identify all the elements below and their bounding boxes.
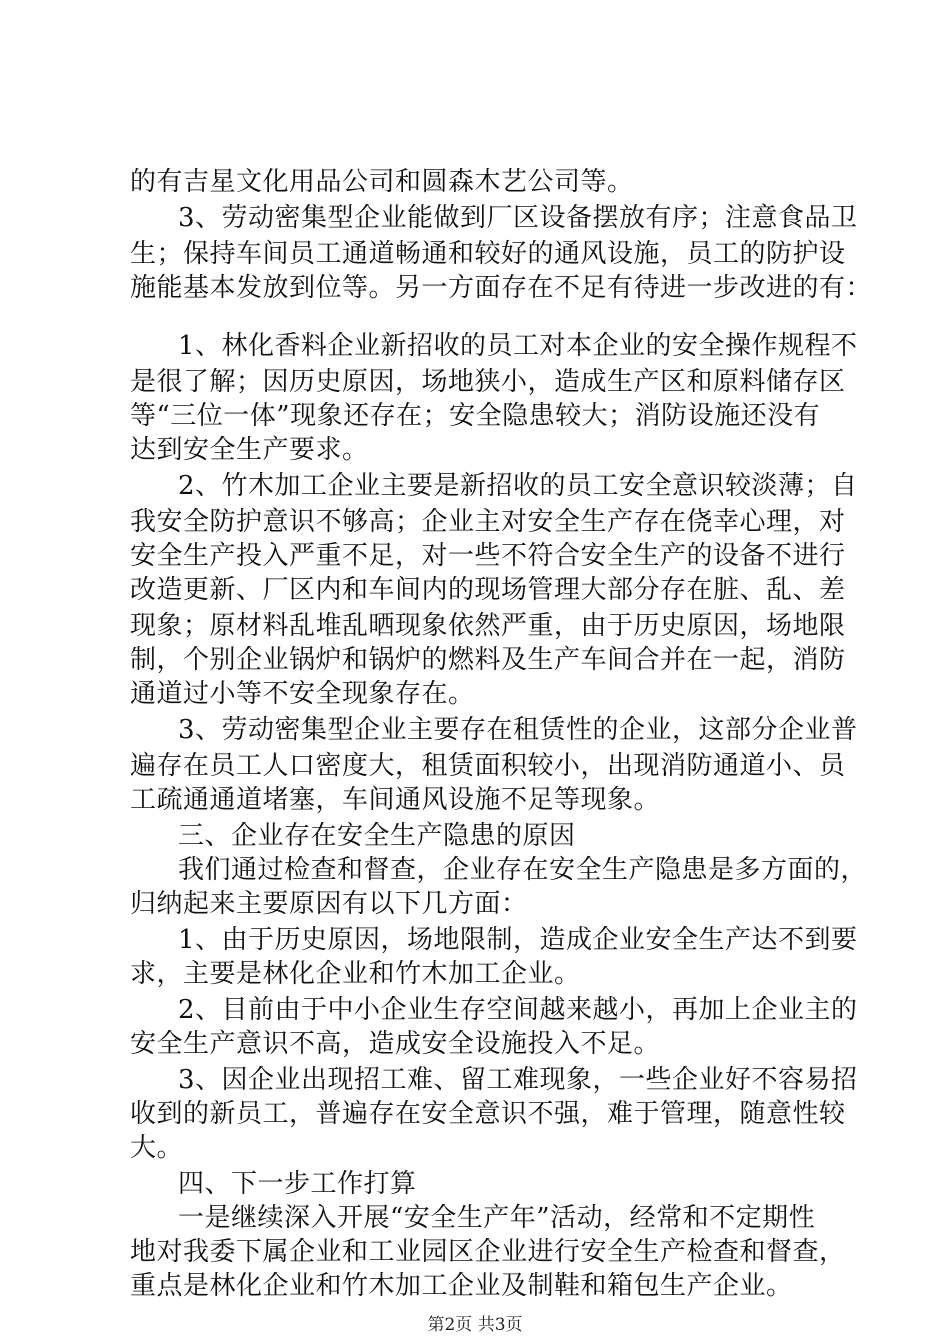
- text-line: 我安全防护意识不够高；企业主对安全生产存在侥幸心理，对: [130, 507, 846, 537]
- text-line: 重点是林化企业和竹木加工企业及制鞋和箱包生产企业。: [130, 1271, 793, 1301]
- text-line: 制，个别企业锅炉和锅炉的燃料及生产车间合并在一起，消防: [130, 645, 846, 675]
- section-heading: 四、下一步工作打算: [178, 1169, 417, 1199]
- text-line: 2、目前由于中小企业生存空间越来越小，再加上企业主的: [178, 995, 858, 1025]
- text-line: 安全生产投入严重不足，对一些不符合安全生产的设备不进行: [130, 541, 846, 571]
- text-line: 工疏通通道堵塞，车间通风设施不足等现象。: [130, 785, 661, 815]
- text-line: 达到安全生产要求。: [130, 435, 369, 465]
- text-line: 现象；原材料乱堆乱晒现象依然严重，由于历史原因，场地限: [130, 611, 846, 641]
- text-line: 1、由于历史原因，场地限制，造成企业安全生产达不到要: [178, 925, 858, 955]
- text-line: 3、劳动密集型企业主要存在租赁性的企业，这部分企业普: [178, 715, 858, 745]
- text-line: 的有吉星文化用品公司和圆森木艺公司等。: [130, 167, 634, 197]
- text-line: 遍存在员工人口密度大，租赁面积较小，出现消防通道小、员: [130, 751, 846, 781]
- text-line: 地对我委下属企业和工业园区企业进行安全生产检查和督查，: [130, 1237, 846, 1267]
- text-line: 3、劳动密集型企业能做到厂区设备摆放有序；注意食品卫: [178, 203, 858, 233]
- text-line: 通道过小等不安全现象存在。: [130, 679, 475, 709]
- text-line: 收到的新员工，普遍存在安全意识不强，难于管理，随意性较: [130, 1099, 846, 1129]
- text-line: 1、林化香料企业新招收的员工对本企业的安全操作规程不: [178, 331, 858, 361]
- text-line: 2、竹木加工企业主要是新招收的员工安全意识较淡薄；自: [178, 471, 858, 501]
- section-heading: 三、企业存在安全生产隐患的原因: [178, 821, 576, 851]
- text-line: 大。: [130, 1133, 184, 1163]
- page-number-footer: 第2页 共3页: [427, 1315, 523, 1335]
- text-line: 求，主要是林化企业和竹木加工企业。: [130, 959, 581, 989]
- text-line: 是很了解；因历史原因，场地狭小，造成生产区和原料储存区: [130, 367, 846, 397]
- text-line: 生；保持车间员工通道畅通和较好的通风设施，员工的防护设: [130, 239, 846, 269]
- text-line: 改造更新、厂区内和车间内的现场管理大部分存在脏、乱、差: [130, 575, 846, 605]
- text-line: 一是继续深入开展“安全生产年”活动，经常和不定期性: [178, 1203, 816, 1233]
- text-line: 等“三位一体”现象还存在；安全隐患较大；消防设施还没有: [130, 401, 821, 431]
- text-line: 3、因企业出现招工难、留工难现象，一些企业好不容易招: [178, 1065, 858, 1095]
- text-line: 我们通过检查和督查，企业存在安全生产隐患是多方面的，: [178, 855, 868, 885]
- text-line: 安全生产意识不高，造成安全设施投入不足。: [130, 1029, 661, 1059]
- text-line: 施能基本发放到位等。另一方面存在不足有待进一步改进的有：: [130, 273, 873, 303]
- text-line: 归纳起来主要原因有以下几方面：: [130, 889, 528, 919]
